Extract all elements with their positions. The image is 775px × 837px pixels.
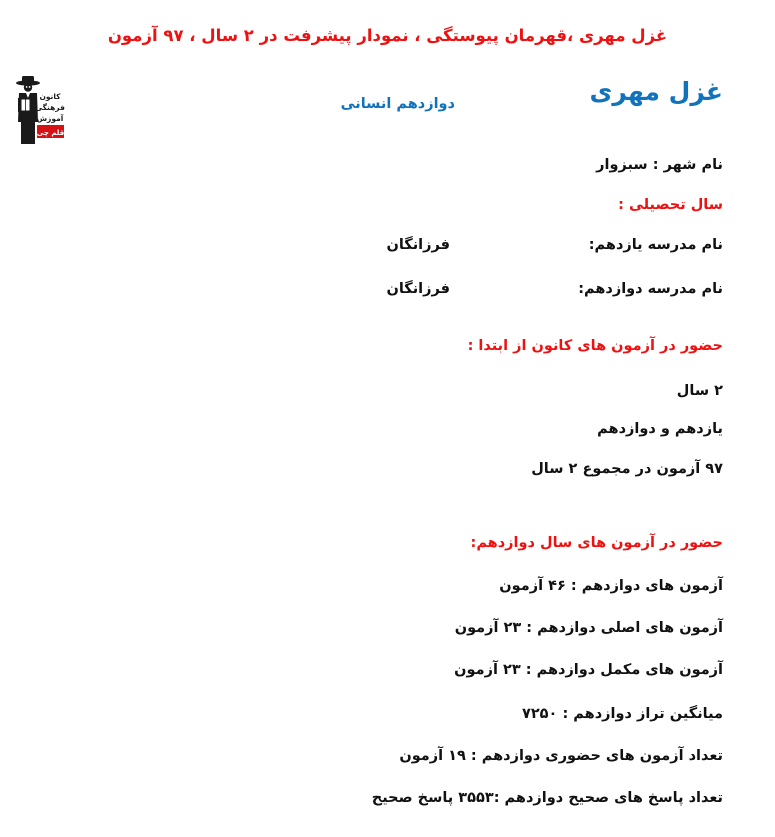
kanoon-logo	[13, 72, 65, 148]
school-12-label: نام مدرسه دوازدهم:	[578, 281, 723, 297]
attendance-all-row: یازدهم و دوازدهم	[597, 421, 723, 437]
attendance-12-row: تعداد آزمون های حضوری دوازدهم : ۱۹ آزمون	[399, 748, 723, 764]
svg-text:کانون: کانون	[39, 92, 61, 101]
attendance-12-row: آزمون های دوازدهم : ۴۶ آزمون	[499, 578, 723, 594]
attendance-all-row: ۹۷ آزمون در مجموع ۲ سال	[531, 461, 723, 477]
attendance-all-row: ۲ سال	[676, 383, 723, 399]
academic-year-label: سال تحصیلی :	[618, 197, 723, 213]
city-label: نام شهر : سبزوار	[596, 157, 723, 173]
svg-text:قلم چی: قلم چی	[36, 129, 65, 137]
attendance-12-row: آزمون های مکمل دوازدهم : ۲۳ آزمون	[454, 662, 723, 678]
svg-text:فرهنگی: فرهنگی	[35, 103, 65, 112]
school-11-value: فرزانگان	[386, 237, 450, 253]
attendance-12-row: آزمون های اصلی دوازدهم : ۲۳ آزمون	[454, 620, 723, 636]
attendance-all-heading: حضور در آزمون های کانون از ابتدا :	[467, 338, 723, 354]
page-title: غزل مهری ،قهرمان پیوستگی ، نمودار پیشرفت در ۲ سال ، ۹۷ آزمون	[107, 26, 668, 45]
attendance-12-row: میانگین تراز دوازدهم : ۷۲۵۰	[521, 706, 723, 722]
school-11-label: نام مدرسه یازدهم:	[588, 237, 723, 253]
school-12-value: فرزانگان	[386, 281, 450, 297]
student-field: دوازدهم انسانی	[340, 96, 455, 112]
svg-text:آموزش: آموزش	[36, 114, 64, 123]
student-name: غزل مهری	[589, 77, 723, 106]
attendance-12-heading: حضور در آزمون های سال دوازدهم:	[470, 535, 723, 551]
attendance-12-row: تعداد پاسخ های صحیح دوازدهم :۳۵۵۳ پاسخ صحیح	[371, 790, 723, 806]
